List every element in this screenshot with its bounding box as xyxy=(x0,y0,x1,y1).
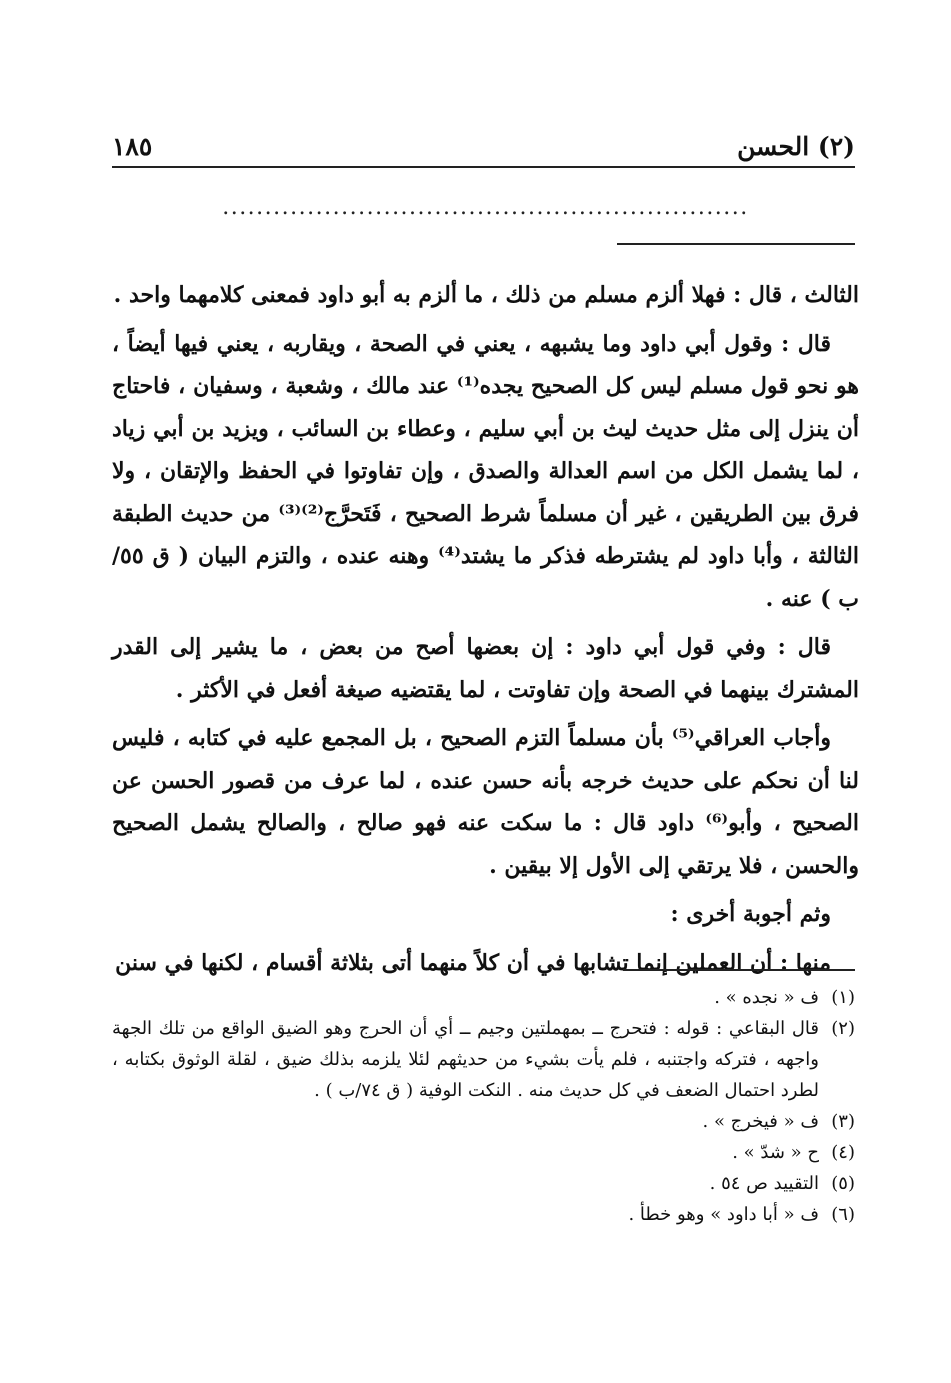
footnote-number: (٤) xyxy=(831,1142,855,1163)
footnote-number: (١) xyxy=(831,987,855,1008)
footnote xyxy=(112,1199,855,1230)
footnote xyxy=(112,1168,855,1199)
footnote-number: (٥) xyxy=(831,1173,855,1194)
footnote xyxy=(112,1106,855,1137)
footnote-text: قال البقاعي : قوله : فتحرج ــ بمهملتين وجيم ــ أي أن الحرج وهو الضيق الواقع من تلك الجهة واجهه ، فتركه واجتنبه ، فلم يأت بشيء من حديثهم لئلا يلزمه بذلك ضيق ، لقلة الوثوق بكتابه ، لطرد احتمال الضعف في كل حديث منه . النكت الوفية ( ق ٧٤/ب ) . xyxy=(112,1018,819,1101)
footnotes xyxy=(112,982,855,1230)
footnote-rule xyxy=(623,969,855,971)
footnote-text: ف « نجده » . xyxy=(714,987,819,1008)
paragraph: قال : وقول أبي داود وما يشبهه ، يعني في الصحة ، ويقاربه ، يعني فيها أيضاً ، هو نحو قول مسلم ليس كل الصحيح يجده⁽¹⁾ عند مالك ، وشعبة ، وسفيان ، فاحتاج أن ينزل إلى مثل حديث ليث بن أبي سليم ، وعطاء بن السائب ، ويزيد بن أبي زياد ، لما يشمل الكل من اسم العدالة والصدق ، وإن تفاوتوا في الحفظ والإتقان ، ولا فرق بين الطريقين ، غير أن مسلماً شرط الصحيح ، فَتَحرَّج⁽²⁾⁽³⁾ من حديث الطبقة الثالثة ، وأبا داود لم يشترطه فذكر ما يشتد⁽⁴⁾ وهنه عنده ، والتزم البيان ( ق ٥٥/ب ) عنه . xyxy=(112,330,860,612)
main-text xyxy=(112,274,859,990)
running-header xyxy=(112,128,855,164)
paragraph: الثالث ، قال : فهلا ألزم مسلم من ذلك ، ما ألزم به أبو داود فمعنى كلامهما واحد . xyxy=(113,282,859,308)
paragraph: منها : أن العملين إنما تشابها في أن كلاً منهما أتى بثلاثة أقسام ، لكنها في سنن xyxy=(115,949,831,976)
footnote xyxy=(112,982,855,1013)
footnote-text: ف « أبا داود » وهو خطأ . xyxy=(628,1204,819,1225)
footnote xyxy=(112,1137,855,1168)
header-rule xyxy=(112,166,855,168)
footnote-text: ح « شدّ » . xyxy=(732,1142,819,1163)
footnote-number: (٦) xyxy=(831,1204,855,1225)
page-number: ١٨٥ xyxy=(112,131,153,161)
footnote-number: (٣) xyxy=(831,1111,855,1132)
footnote-text: ف « فيخرج » . xyxy=(702,1111,819,1132)
chapter-title: (٢) الحسن xyxy=(737,131,855,161)
dotted-separator: .............................................................. xyxy=(222,195,749,220)
footnote-number: (٢) xyxy=(831,1018,855,1039)
footnote xyxy=(112,1013,855,1106)
paragraph: وثم أجوبة أخرى : xyxy=(670,901,831,927)
paragraph: وأجاب العراقي⁽⁵⁾ بأن مسلماً التزم الصحيح ، بل المجمع عليه في كتابه ، فليس لنا أن نحكم على حديث خرجه بأنه حسن عنده ، لما عرف من قصور الحسن عن الصحيح ، وأبو⁽⁶⁾ داود قال : ما سكت عنه فهو صالح ، والصالح يشمل الصحيح والحسن ، فلا يرتقي إلى الأول إلا بيقين . xyxy=(112,725,860,879)
paragraph: قال : وفي قول أبي داود : إن بعضها أصح من بعض ، ما يشير إلى القدر المشترك بينهما في الصحة وإن تفاوتت ، لما يقتضيه صيغة أفعل في الأكثر . xyxy=(112,634,859,703)
continuation-rule xyxy=(617,243,855,245)
footnote-text: التقييد ص ٥٤ . xyxy=(709,1173,819,1194)
